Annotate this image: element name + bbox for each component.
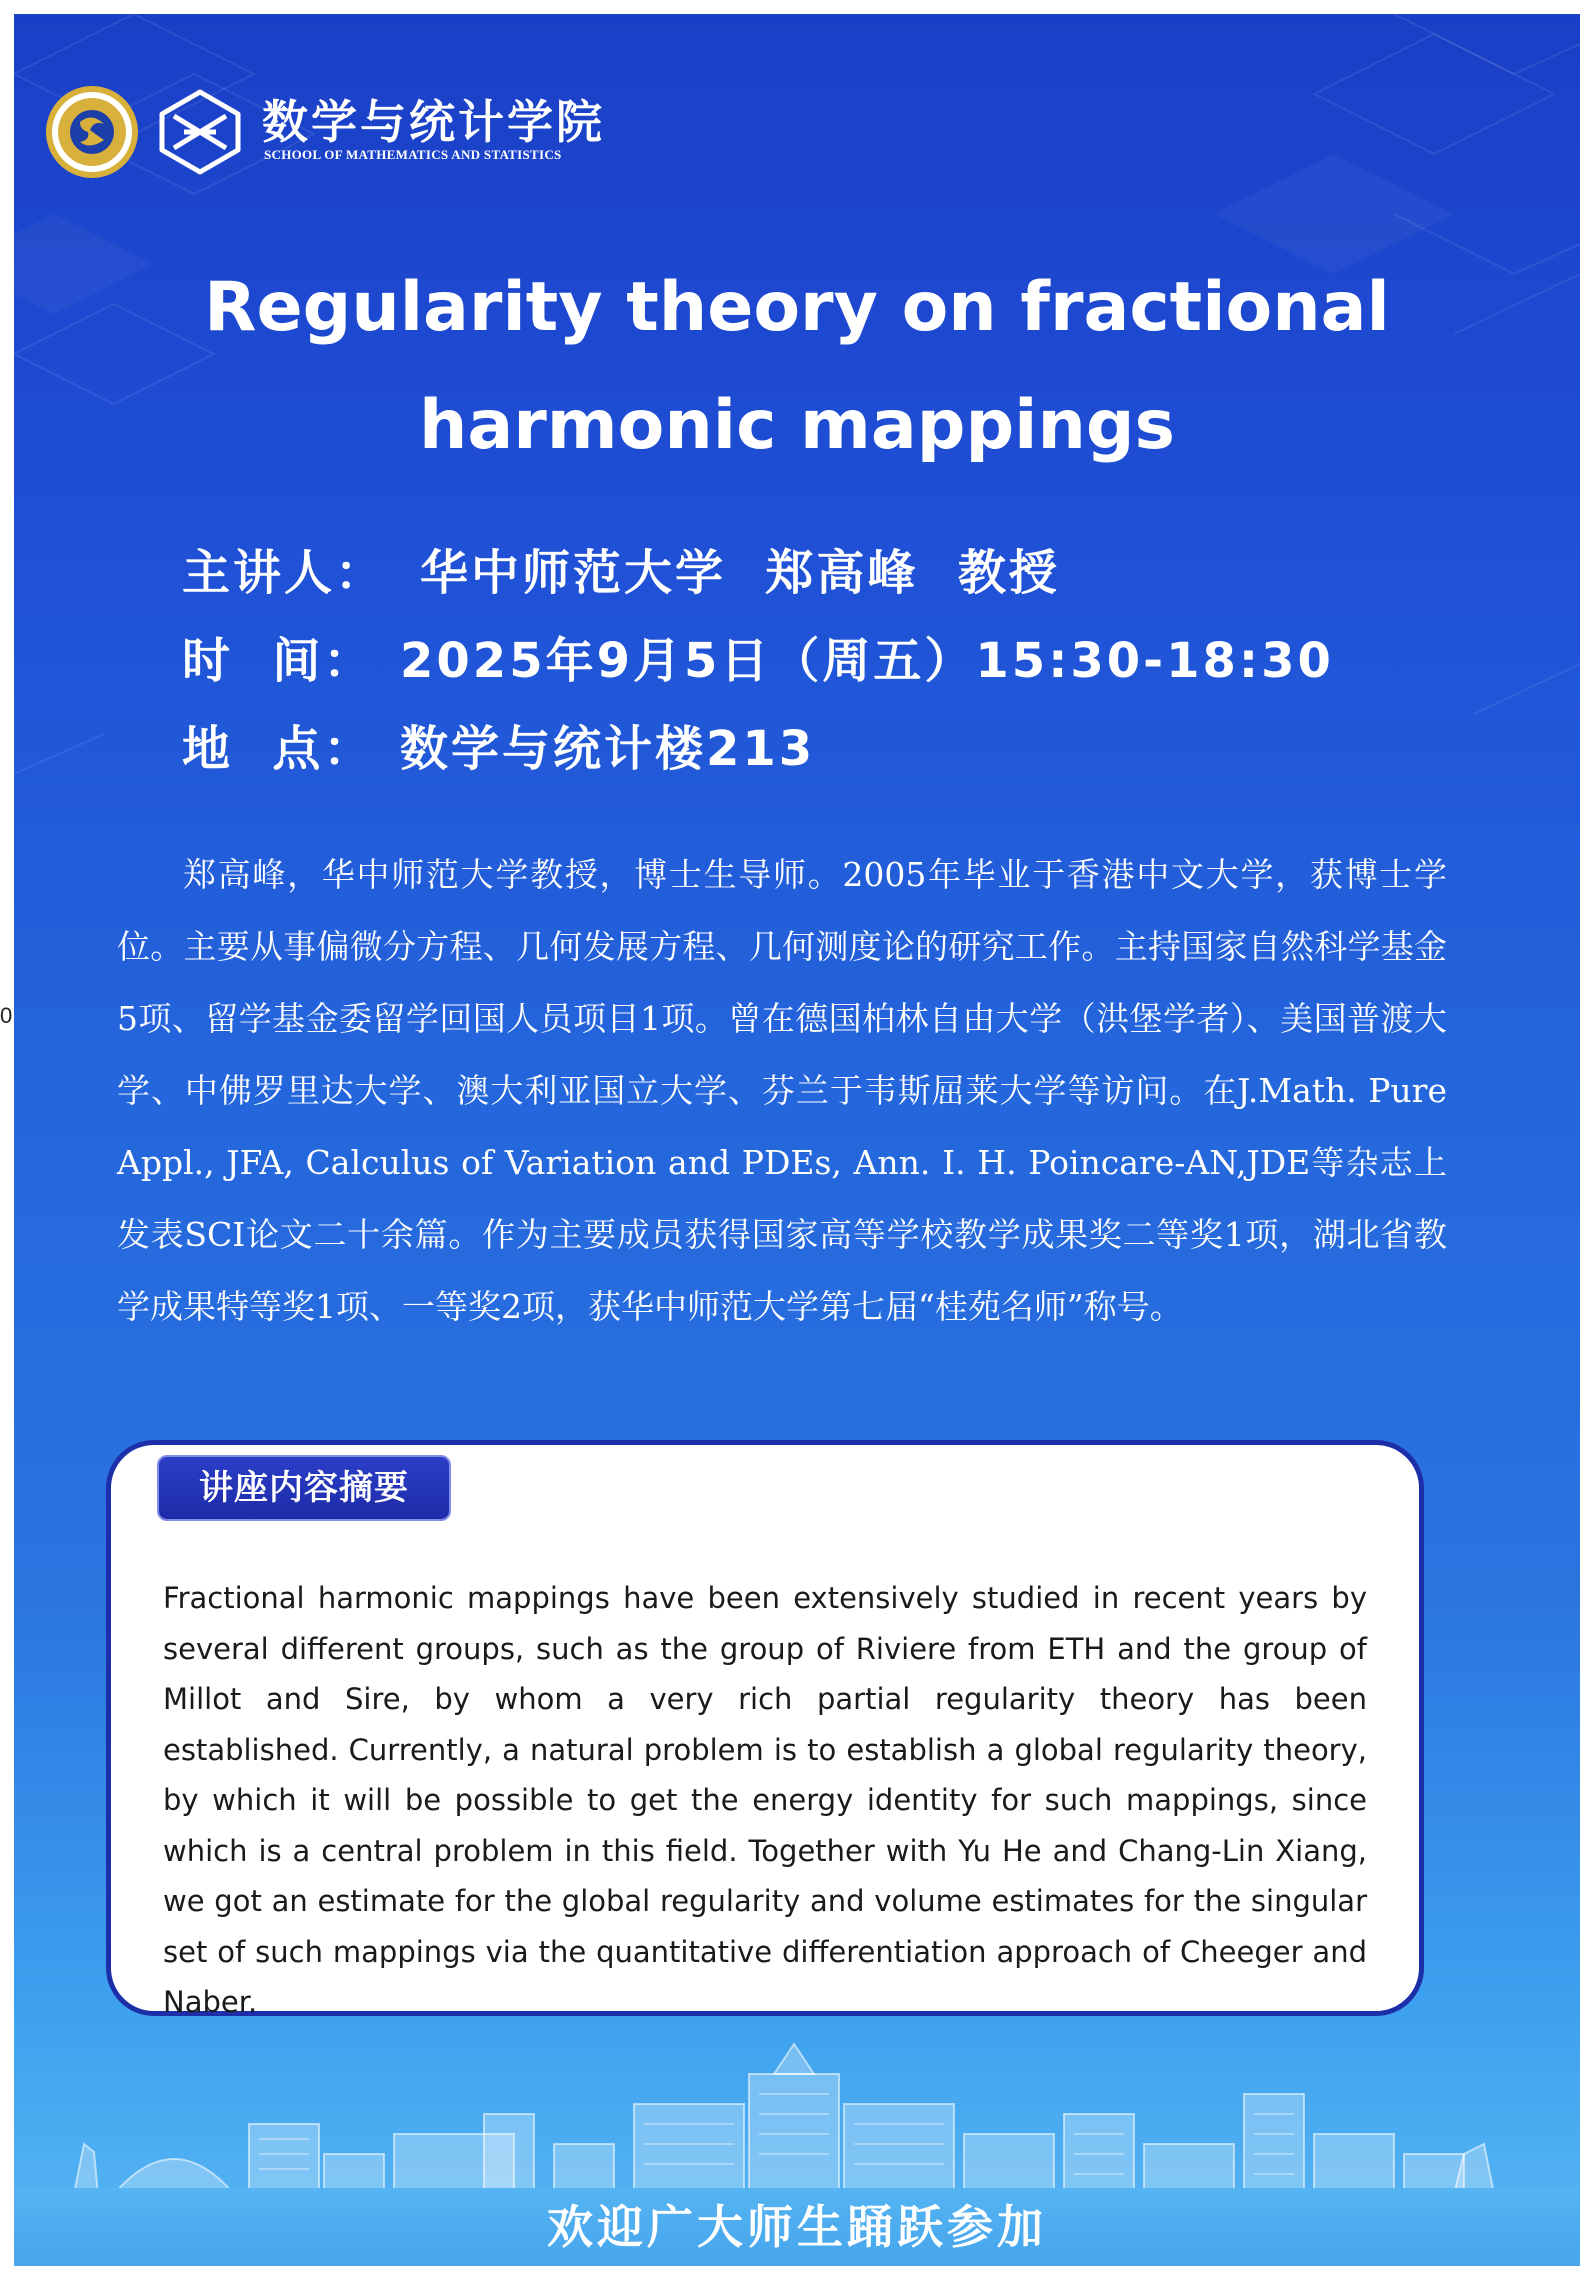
place-value: 数学与统计楼213	[400, 721, 816, 777]
stray-mark: 0	[0, 1003, 13, 1028]
university-seal-icon	[44, 84, 140, 180]
time-value: 2025年9月5日（周五）15:30-18:30	[400, 633, 1334, 689]
abstract-box	[106, 1440, 1424, 2019]
footer-welcome: 欢迎广大师生踊跃参加	[547, 2200, 1047, 2254]
abstract-heading: 讲座内容摘要	[157, 1455, 451, 1521]
speaker-label: 主讲人：	[182, 545, 387, 601]
school-name-cn: 数学与统计学院	[262, 95, 605, 149]
lecture-info	[182, 534, 1334, 798]
footer-band	[14, 2188, 1580, 2266]
campus-skyline-illustration	[14, 2034, 1580, 2202]
title-line-2: harmonic mappings	[418, 386, 1176, 465]
time-row	[182, 622, 1334, 710]
poster	[14, 14, 1580, 2266]
speaker-bio: 郑高峰，华中师范大学教授，博士生导师。2005年毕业于香港中文大学，获博士学位。主要从事偏微分方程、几何发展方程、几何测度论的研究工作。主持国家自然科学基金5项、留学基金委留学回国人员项目1项。曾在德国柏林自由大学（洪堡学者）、美国普渡大学、中佛罗里达大学、澳大利亚国立大学、芬兰于韦斯屈莱大学等访问。在J.Math. Pure Appl., JFA, Calculus of Variation and PDEs, Ann. I. H. Poincare-AN,JDE等杂志上发表SCI论文二十余篇。作为主要成员获得国家高等学校教学成果奖二等奖1项，湖北省教学成果特等奖1项、一等奖2项，获华中师范大学第七届“桂苑名师”称号。	[117, 855, 1447, 1326]
place-row	[182, 710, 1334, 798]
title-line-1: Regularity theory on fractional	[204, 268, 1390, 347]
place-label: 地 点：	[182, 721, 375, 777]
school-name-en: SCHOOL OF MATHEMATICS AND STATISTICS	[264, 147, 562, 162]
time-label: 时 间：	[182, 633, 375, 689]
speaker-row	[182, 534, 1334, 622]
lecture-title	[14, 249, 1580, 485]
abstract-text: Fractional harmonic mappings have been extensively studied in recent years by several different groups, such as the group of Riviere from ETH and the group of Millot and Sire, by whom a very rich partial regularity theory has been established. Currently, a natural problem is to establish a global regularity theory, by which it will be possible to get the energy identity for such mappings, since which is a central problem in this field. Together with Yu He and Chang-Lin Xiang, we got an estimate for the global regularity and volume estimates for the singular set of such mappings via the quantitative differentiation approach of Cheeger and Naber.	[163, 1581, 1367, 2019]
school-logo-icon	[154, 86, 246, 178]
speaker-value: 华中师范大学 郑高峰 教授	[420, 545, 1060, 601]
